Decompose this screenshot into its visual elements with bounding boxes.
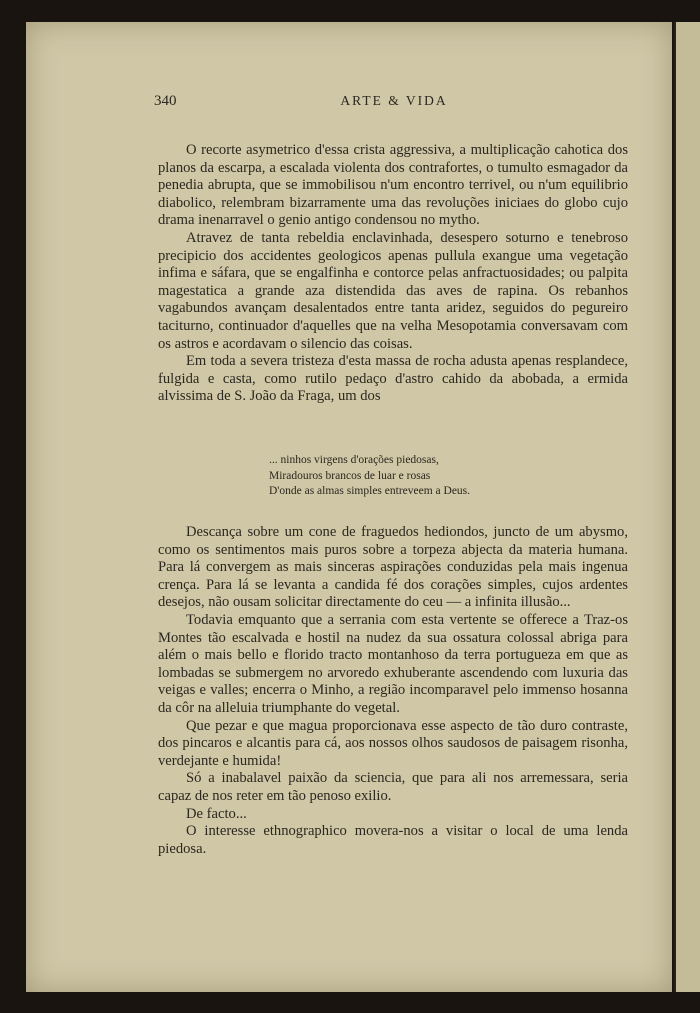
paragraph: De facto... <box>186 805 247 822</box>
verse-quote <box>269 453 569 500</box>
verse-line: Miradouros brancos de luar e rosas <box>269 469 431 482</box>
page-header <box>154 93 634 113</box>
paragraph: O interesse ethnographico movera-nos a visitar o local de uma lenda piedosa. <box>158 823 628 857</box>
paragraph: Descança sobre um cone de fraguedos hediondos, juncto de um abysmo, como os sentimentos mais puros sobre a torpeza abjecta da materia humana. Para lá convergem as mais sinceras aspirações conduzidas pela mais ingenua crença. Para lá se levanta a candida fé dos corações simples, cujos ardentes desejos, não ousam solicitar directamente do ceu — a infinita illusão... <box>158 524 628 611</box>
paragraph: O recorte asymetrico d'essa crista aggressiva, a multiplicação cahotica dos planos da escarpa, a escalada violenta dos contrafortes, o tumulto esmagador da penedia abrupta, que se immobilisou n'um encontro terrivel, ou n'um equilibrio diabolico, relembram bizarramente uma das revoluções iniciaes do globo cujo drama inenarravel o genio antigo condensou no mytho. <box>158 142 628 229</box>
verse-line: ... ninhos virgens d'orações piedosas, <box>269 454 439 466</box>
adjacent-page-edge <box>674 22 700 992</box>
paragraph: Todavia emquanto que a serrania com esta vertente se offerece a Traz-os Montes tão escalvada e hostil na nudez da sua ossatura colossal abriga para além o mais bello e florido tracto montanhoso da terra portugueza em que as lombadas se submergem no arvoredo exhuberante ascendendo com luxuria das veigas e valles; encerra o Minho, a região incomparavel pelo immenso hosanna da côr na alleluia triumphante do vegetal. <box>158 611 628 716</box>
paragraph: Que pezar e que magua proporcionava esse aspecto de tão duro contraste, dos pincaros e alcantis para cá, aos nossos olhos saudosos de paisagem risonha, verdejante e humida! <box>158 717 628 769</box>
body-text-bottom <box>158 524 628 858</box>
running-title: ARTE & VIDA <box>340 93 448 108</box>
paragraph: Atravez de tanta rebeldia enclavinhada, desespero soturno e tenebroso precipicio dos accidentes geologicos apenas pullula exangue uma vegetação infima e sáfara, que se engalfinha e contorce pelas anfractuosidades; ou palpita magestatica a grande aza distendida das aves de rapina. Os rebanhos vagabundos avançam desalentados entre tanta aridez, seguidos do pegureiro taciturno, continuador d'aquelles que na velha Mesopotamia conversavam com os astros e acordavam o silencio das coisas. <box>158 229 628 352</box>
body-text-top <box>158 142 628 406</box>
page-number: 340 <box>154 93 177 109</box>
paragraph: Só a inabalavel paixão da sciencia, que para ali nos arremessara, seria capaz de nos reter em tão penoso exilio. <box>158 770 628 804</box>
verse-line: D'onde as almas simples entreveem a Deus. <box>269 485 471 497</box>
paragraph: Em toda a severa tristeza d'esta massa de rocha adusta apenas resplandece, fulgida e casta, como rutilo pedaço d'astro cahido da abobada, a ermida alvissima de S. João da Fraga, um dos <box>158 353 628 405</box>
